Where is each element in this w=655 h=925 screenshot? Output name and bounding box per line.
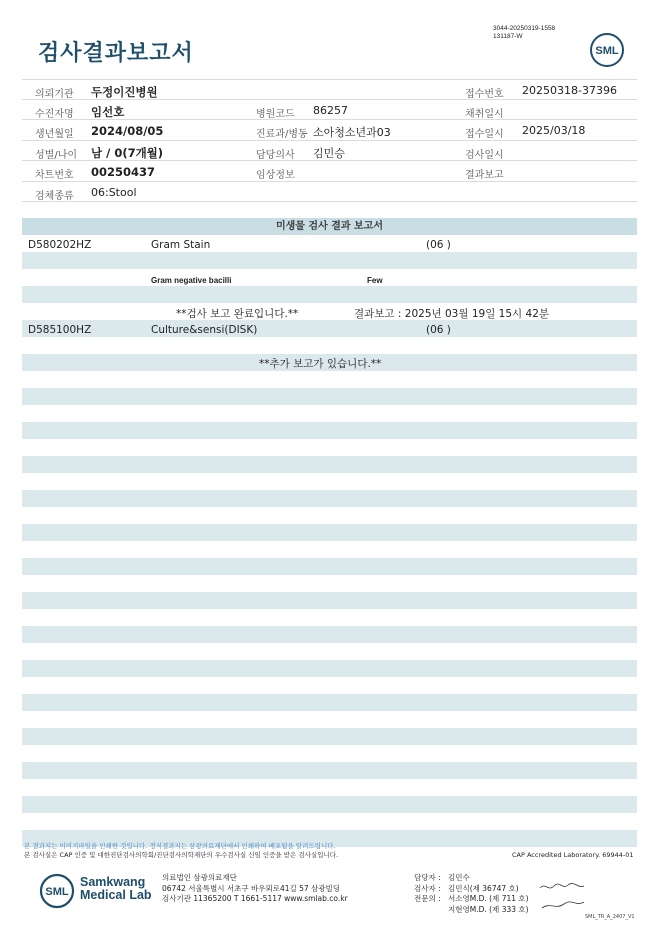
svg-text:SML: SML — [45, 886, 69, 898]
birth-date-value: 2024/08/05 — [91, 124, 164, 138]
department-value: 소아청소년과03 — [313, 126, 391, 139]
receipt-no-value: 20250318-37396 — [522, 84, 617, 97]
gram-amount: Few — [367, 276, 383, 285]
info-row: 의뢰기관 두정이진병원 접수번호 20250318-37396 — [22, 79, 637, 100]
info-row: 차트번호 00250437 임상정보 결과보고 — [22, 161, 637, 182]
chart-no-value: 00250437 — [91, 165, 156, 179]
test-name: Culture&sensi(DISK) — [151, 324, 258, 336]
cap-accreditation: CAP Accredited Laboratory. 69944-01 — [512, 851, 634, 859]
table-row — [22, 252, 637, 269]
document-id: 3044-20250319-1558 131187-W — [493, 25, 556, 40]
report-header: 미생물 검사 결과 보고서 — [22, 218, 637, 235]
patient-info-table — [22, 79, 637, 202]
table-row — [22, 422, 637, 439]
table-row — [22, 558, 637, 575]
test-name: Gram Stain — [151, 239, 211, 251]
staff-list: 담당자 : 김민수 검사자 : 김민식(제 36747 호) 전문의 : 서소영M.D. (제 711 호) 지현영M.D. (제 333 호) — [414, 873, 529, 914]
table-row — [22, 456, 637, 473]
sex-age-value: 남 / 0(7개월) — [91, 145, 164, 160]
table-row — [22, 524, 637, 541]
test-specimen: (06 ) — [426, 239, 451, 251]
sml-logo-icon — [38, 873, 76, 909]
doctor-value: 김민승 — [313, 146, 345, 160]
table-row — [22, 626, 637, 643]
info-row: 생년월일 2024/08/05 진료과/병동 소아청소년과03 접수일시 2025/03/18 — [22, 120, 637, 141]
gram-organism: Gram negative bacilli — [151, 276, 232, 285]
table-row — [22, 388, 637, 405]
requesting-org-value: 두정이진병원 — [91, 85, 158, 99]
table-row — [22, 286, 637, 303]
hospital-code-value: 86257 — [313, 103, 348, 117]
test-code: D580202HZ — [28, 239, 92, 251]
signature-icon — [538, 880, 588, 914]
table-row — [22, 490, 637, 507]
table-row — [22, 796, 637, 813]
test-specimen: (06 ) — [426, 324, 451, 336]
table-row — [22, 694, 637, 711]
info-row: 성별/나이 남 / 0(7개월) 담당의사 김민승 검사일시 — [22, 141, 637, 162]
document-title: 검사결과보고서 — [38, 41, 194, 66]
table-row — [22, 660, 637, 677]
form-code: SML_TR_A_2407_V1 — [585, 914, 635, 920]
test-code: D585100HZ — [28, 324, 92, 336]
svg-text:SML: SML — [595, 45, 619, 57]
table-row — [22, 762, 637, 779]
table-row — [22, 592, 637, 609]
info-row: 검체종류 06:Stool — [22, 182, 637, 203]
specimen-value: 06:Stool — [91, 185, 137, 199]
footer-notes: 본 결과지는 이미지파일을 인쇄한 것입니다. 정식결과지는 삼광의료재단에서 인쇄하여 배포됨을 알려드립니다. 본 검사실은 CAP 인증 및 대한진단검사의학회/진단검사의학재단의 우수검사실 신임 인증을 받은 검사실입니다. — [24, 842, 339, 859]
table-row — [22, 728, 637, 745]
receipt-date-value: 2025/03/18 — [522, 124, 586, 137]
patient-name-value: 임선호 — [91, 104, 125, 119]
sml-logo-icon — [590, 33, 624, 67]
report-time: 결과보고 : 2025년 03월 19일 15시 42분 — [354, 308, 550, 320]
complete-message: **검사 보고 완료입니다.** — [176, 308, 299, 320]
additional-message: **추가 보고가 있습니다.** — [259, 358, 382, 370]
info-row: 수진자명 임선호 병원코드 86257 채취일시 — [22, 100, 637, 121]
table-row — [22, 320, 637, 337]
lab-name: Samkwang Medical Lab — [80, 875, 152, 902]
lab-address: 의료법인 삼광의료재단 06742 서울특별시 서초구 바우뫼로41길 57 삼광빌딩 검사기관 11365200 T 1661-5117 www.smlab.co.kr — [162, 873, 348, 903]
